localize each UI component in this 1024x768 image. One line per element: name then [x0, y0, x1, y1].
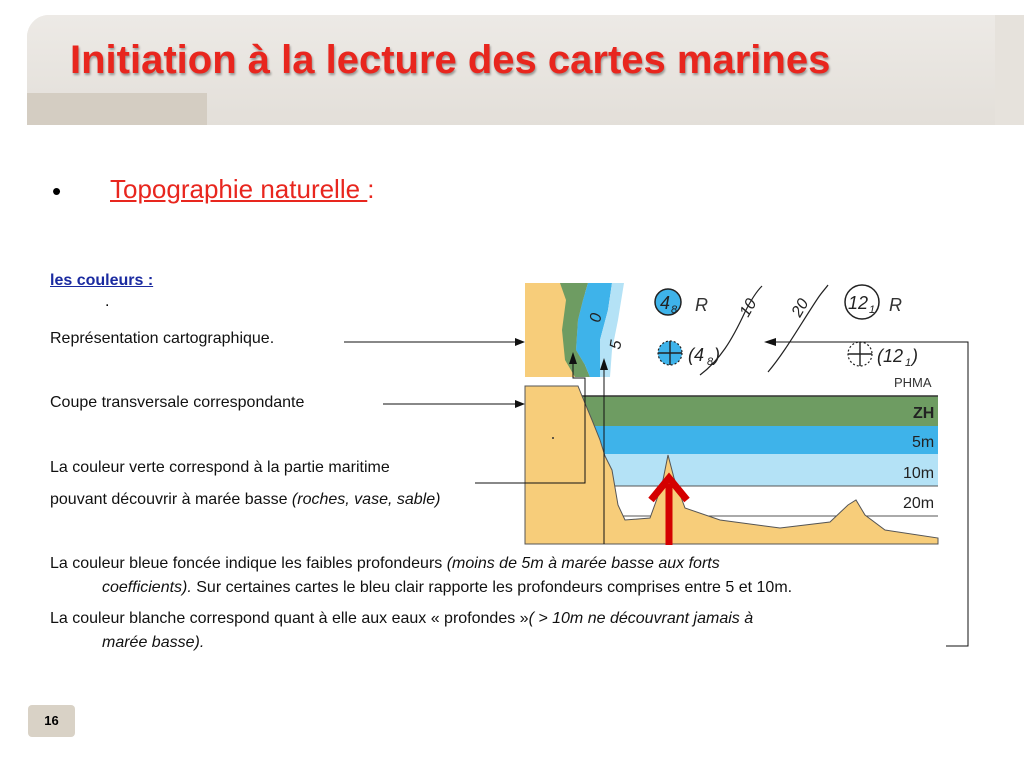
- rock-label-2: R: [889, 295, 902, 315]
- text-green: La couleur verte correspond à la partie maritime: [50, 459, 390, 476]
- section-light-blue-band: [600, 454, 938, 486]
- section-label: les couleurs :: [50, 272, 154, 289]
- section-dark-blue-band: [590, 426, 938, 454]
- pointer-arrow-representation-icon: [515, 338, 525, 346]
- contour-label-5: 5: [607, 338, 626, 351]
- wreck-1-sub: 8: [707, 356, 714, 368]
- text-green-detail-a: pouvant découvrir à marée basse: [50, 491, 292, 508]
- text-representation: Représentation cartographique.: [50, 330, 275, 347]
- text-coupe: Coupe transversale correspondante: [50, 394, 305, 411]
- sounding-48-main: 4: [660, 293, 671, 313]
- depth-label-10m: 10m: [903, 465, 935, 482]
- wreck-2-close: ): [912, 346, 918, 366]
- sounding-121-main: 12: [848, 293, 869, 313]
- p1-d: Sur certaines cartes le bleu clair rapporte les profondeurs comprises entre 5 et 10m.: [191, 579, 793, 596]
- wreck-1-main: (4: [688, 345, 705, 365]
- p2-c: marée basse).: [102, 634, 205, 651]
- sounding-48-sub: 8: [671, 304, 678, 316]
- p1-a: La couleur bleue foncée indique les faibles profondeurs: [50, 555, 447, 572]
- zh-label: ZH: [913, 405, 935, 422]
- slide-title: Initiation à la lecture des cartes marines: [70, 38, 831, 82]
- wreck-2-sub: 1: [905, 357, 912, 369]
- rock-label-1: R: [695, 295, 708, 315]
- wreck-2-main: (12: [877, 346, 904, 366]
- section-green-band: [580, 396, 938, 426]
- contour-label-20: 20: [788, 296, 813, 320]
- contour-label-0: 0: [587, 311, 606, 324]
- section-dot: [552, 437, 554, 439]
- p2-a: La couleur blanche correspond quant à elle aux eaux « profondes »: [50, 610, 529, 627]
- depth-label-5m: 5m: [912, 434, 935, 451]
- sounding-121-sub: 1: [869, 304, 876, 316]
- p1-b: (moins de 5m à marée basse aux forts: [446, 555, 720, 572]
- subtitle-text: Topographie naturelle: [110, 174, 368, 204]
- bullet-marker: •: [52, 176, 62, 206]
- phma-label: PHMA: [894, 375, 932, 390]
- p2-b: ( > 10m ne découvrant jamais à: [528, 610, 754, 627]
- contour-label-10: 10: [736, 296, 761, 320]
- wreck-1-close: ): [714, 345, 720, 365]
- page-number: 16: [28, 705, 75, 737]
- pointer-arrow-coupe-icon: [515, 400, 525, 408]
- dot-text: .: [105, 293, 110, 310]
- p1-c: coefficients).: [102, 579, 192, 596]
- depth-label-20m: 20m: [903, 495, 935, 512]
- text-green-detail-b: (roches, vase, sable): [291, 491, 441, 508]
- subtitle-colon: :: [367, 174, 375, 204]
